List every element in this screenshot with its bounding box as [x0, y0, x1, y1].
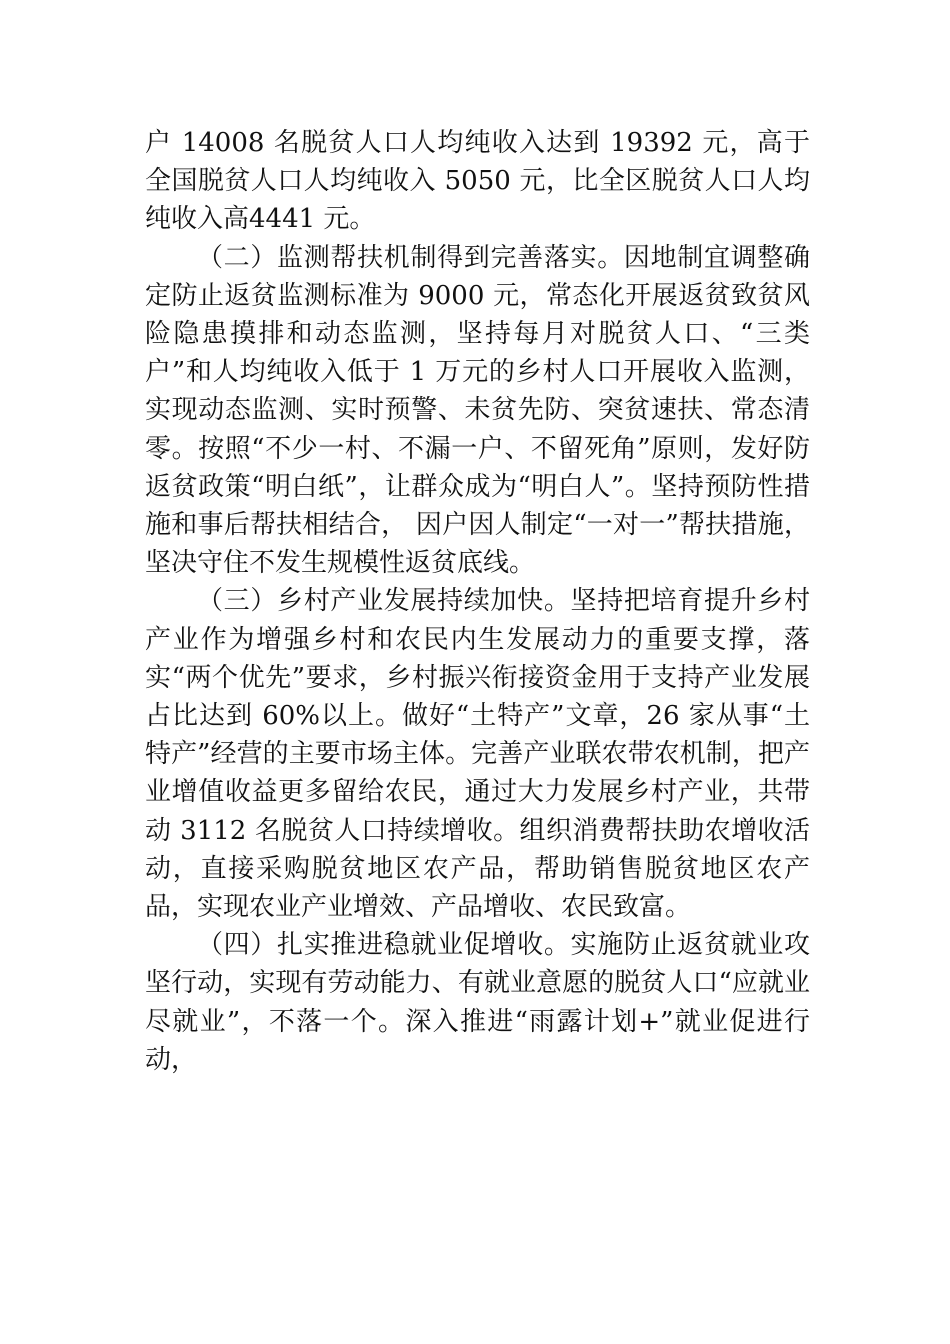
- paragraph-employment: （四）扎实推进稳就业促增收。实施防止返贫就业攻坚行动，实现有劳动能力、有就业意愿的脱贫人口“应就业尽就业”，不落一个。深入推进“雨露计划+”就业促进行动，: [145, 930, 810, 1075]
- paragraph-income-summary: 户 14008 名脱贫人口人均纯收入达到 19392 元，高于全国脱贫人口人均纯收入 5050 元，比全区脱贫人口人均纯收入高4441 元。: [145, 128, 810, 235]
- document-body: [145, 124, 810, 1079]
- paragraph-monitoring-mechanism: （二）监测帮扶机制得到完善落实。因地制宜调整确定防止返贫监测标准为 9000 元，常态化开展返贫致贫风险隐患摸排和动态监测，坚持每月对脱贫人口、“三类户”和人均纯收入低于 1 万元的乡村人口开展收入监测，实现动态监测、实时预警、未贫先防、突贫速扶、常态清零。按照“不少一村、不漏一户、不留死角”原则，发好防返贫政策“明白纸”，让群众成为“明白人”。坚持预防性措施和事后帮扶相结合， 因户因人制定“一对一”帮扶措施，坚决守住不发生规模性返贫底线。: [145, 242, 810, 579]
- paragraph-rural-industry: （三）乡村产业发展持续加快。坚持把培育提升乡村产业作为增强乡村和农民内生发展动力的重要支撑，落实“两个优先”要求，乡村振兴衔接资金用于支持产业发展占比达到 60%以上。做好“土特产”文章，26 家从事“土特产”经营的主要市场主体。完善产业联农带农机制，把产业增值收益更多留给农民，通过大力发展乡村产业，共带动 3112 名脱贫人口持续增收。组织消费帮扶助农增收活动，直接采购脱贫地区农产品，帮助销售脱贫地区农产品，实现农业产业增效、产品增收、农民致富。: [145, 586, 810, 923]
